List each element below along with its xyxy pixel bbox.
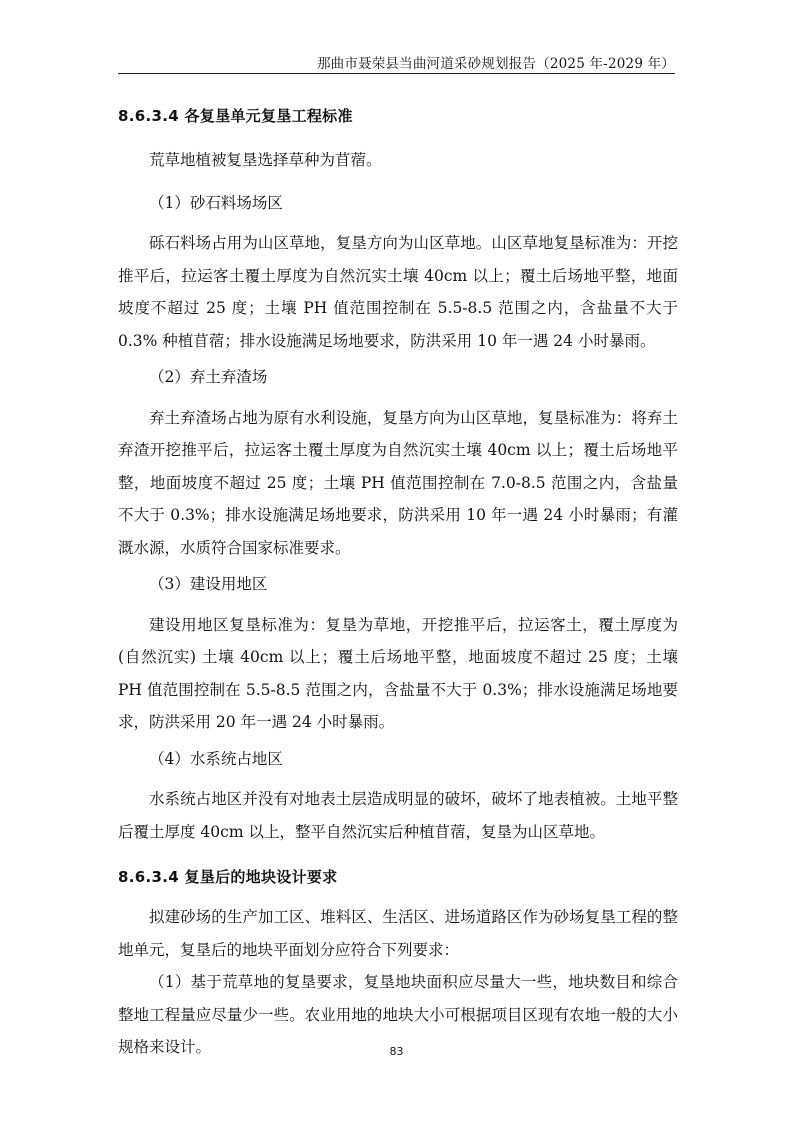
section-heading: 8.6.3.4 复垦后的地块设计要求 xyxy=(118,868,338,886)
subsection-paragraph: 水系统占地区并没有对地表土层造成明显的破坏，破坏了地表植被。土地平整后覆土厚度 40cm 以上，整平自然沉实后种植苜蓿，复垦为山区草地。 xyxy=(118,790,678,841)
section-intro: 荒草地植被复垦选择草种为苜蓿。 xyxy=(149,151,382,169)
subsection-paragraph: 弃土弃渣场占地为原有水利设施，复垦方向为山区草地，复垦标准为：将弃土弃渣开挖推平后，拉运客土覆土厚度为自然沉实土壤 40cm 以上；覆土后场地平整，地面坡度不超过 25 度；土壤 PH 值范围控制在 7.0-8.5 范围之内，含盐量不大于 0.3%；排水设施满足场地要求，防洪采用 10 年一遇 24 小时暴雨；有灌溉水源，水质符合国家标准要求。 xyxy=(118,408,678,557)
section-intro: 拟建砂场的生产加工区、堆料区、生活区、进场道路区作为砂场复垦工程的整地单元，复垦后的地块平面划分应符合下列要求： xyxy=(118,908,678,959)
subsection-label: （2）弃土弃渣场 xyxy=(149,368,268,386)
page-body xyxy=(118,96,678,1064)
subsection-paragraph: 砾石料场占用为山区草地，复垦方向为山区草地。山区草地复垦标准为：开挖推平后，拉运客土覆土厚度为自然沉实土壤 40cm 以上；覆土后场地平整，地面坡度不超过 25 度；土壤 PH 值范围控制在 5.5-8.5 范围之内，含盐量不大于 0.3% 种植苜蓿；排水设施满足场地要求，防洪采用 10 年一遇 24 小时暴雨。 xyxy=(118,234,678,350)
subsection-paragraph: 建设用地区复垦标准为：复垦为草地，开挖推平后，拉运客土，覆土厚度为 (自然沉实) 土壤 40cm 以上；覆土后场地平整，地面坡度不超过 25 度；土壤 PH 值范围控制在 5.5-8.5 范围之内，含盐量不大于 0.3%；排水设施满足场地要求，防洪采用 20 年一遇 24 小时暴雨。 xyxy=(118,615,678,731)
subsection-label: （3）建设用地区 xyxy=(149,575,268,593)
page-number: 83 xyxy=(389,1045,404,1058)
subsection-label: （4）水系统占地区 xyxy=(149,749,283,768)
subsection-label: （1）砂石料场场区 xyxy=(149,193,283,212)
requirement-paragraph: （1）基于荒草地的复垦要求，复垦地块面积应尽量大一些，地块数目和综合整地工程量应尽量少一些。农业用地的地块大小可根据项目区现有农地一般的大小规格来设计。 xyxy=(118,973,678,1056)
running-header: 那曲市聂荣县当曲河道采砂规划报告（2025 年-2029 年） xyxy=(316,56,675,72)
section-heading: 8.6.3.4 各复垦单元复垦工程标准 xyxy=(118,107,353,125)
header-divider xyxy=(118,73,675,74)
